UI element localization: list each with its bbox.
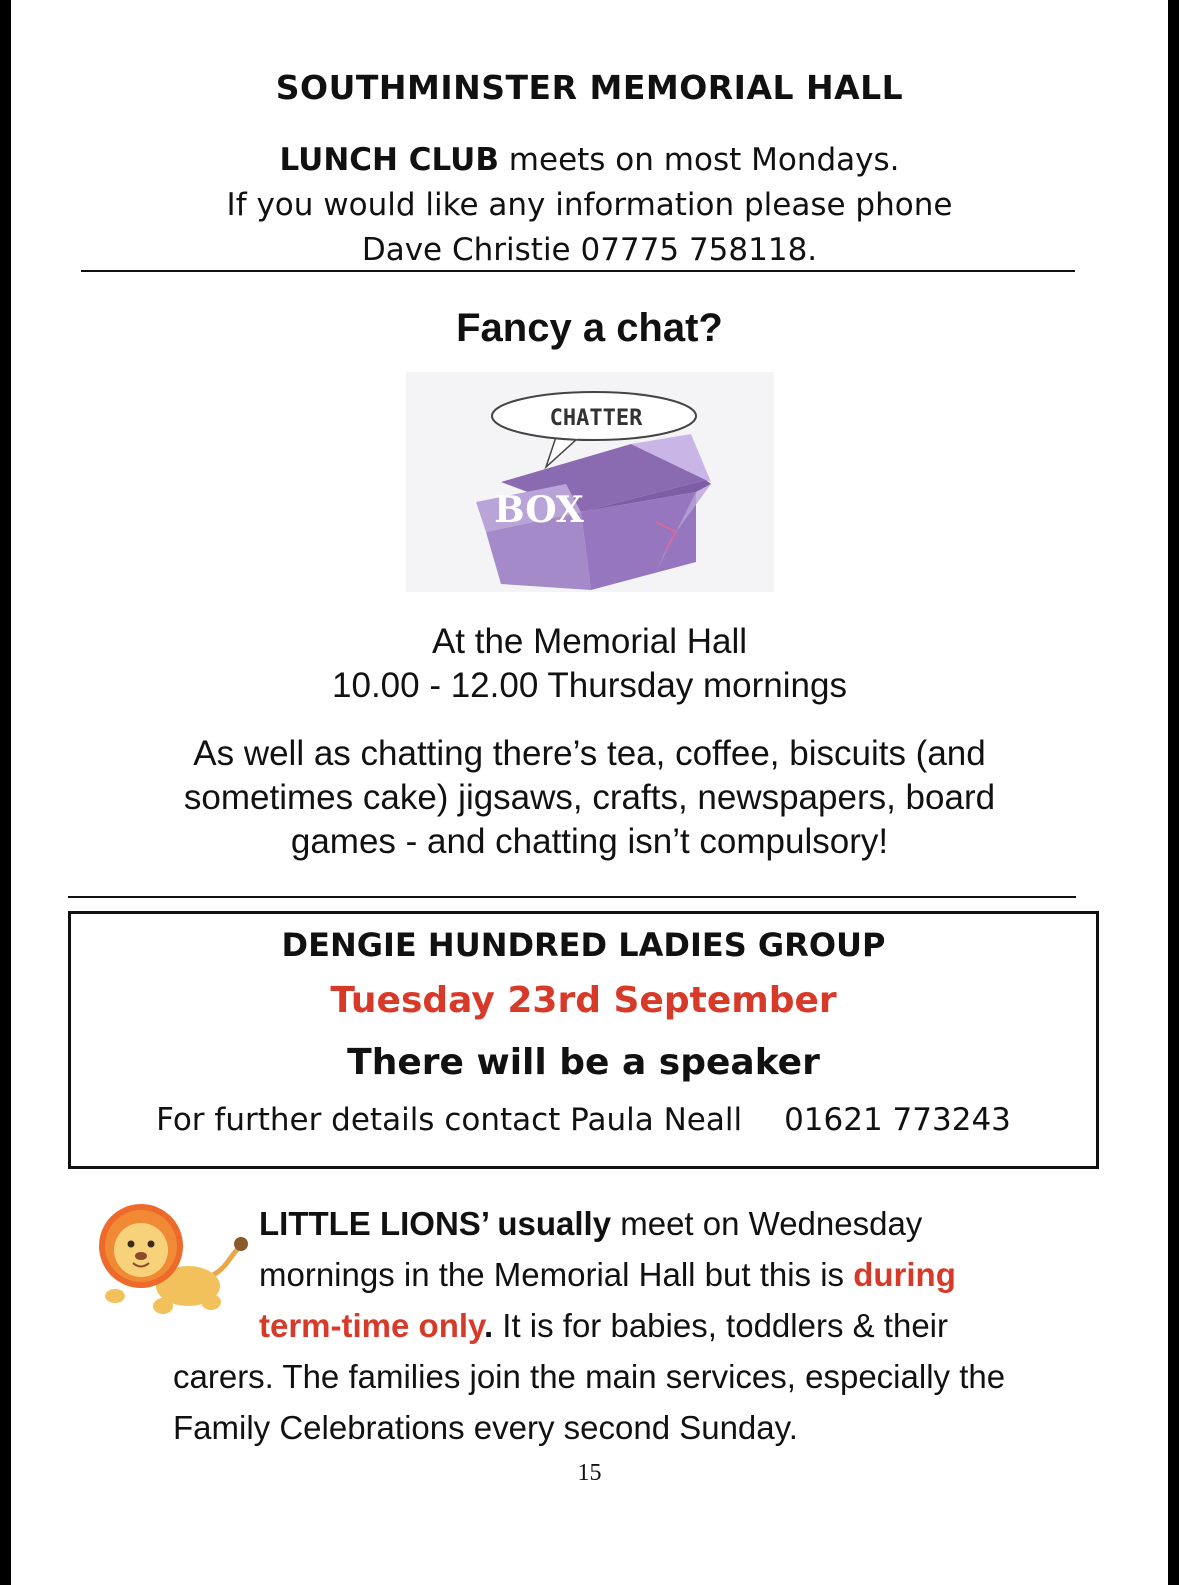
little-lions-text: Family Celebrations every second Sunday. [173, 1409, 798, 1446]
lunch-club-line1 [11, 138, 1168, 183]
ladies-group-box [68, 911, 1099, 1169]
ladies-group-contact [71, 1102, 1096, 1138]
contact-phone: 01621 773243 [784, 1102, 1011, 1138]
little-lions-usually: usually [488, 1205, 612, 1242]
lunch-club-meets: meets on most Mondays. [498, 142, 900, 178]
little-lions-para-bottom [173, 1351, 1133, 1453]
little-lions-line2 [259, 1249, 1119, 1300]
little-lions-during: during [853, 1256, 956, 1293]
lunch-club-notice [11, 138, 1168, 273]
page-number: 15 [577, 1460, 602, 1486]
chatter-desc-line: As well as chatting there’s tea, coffee, biscuits (and [193, 734, 986, 773]
lunch-club-line2: If you would like any information please phone [226, 187, 953, 223]
chatter-location: At the Memorial Hall [431, 622, 748, 661]
little-lions-line3 [259, 1300, 1119, 1351]
ladies-group-date: Tuesday 23rd September [330, 980, 837, 1021]
chatter-location-time [11, 620, 1168, 708]
lunch-club-contact: Dave Christie 07775 758118. [361, 232, 818, 268]
chatter-logo-text: CHATTER [549, 406, 643, 431]
memorial-hall-title: SOUTHMINSTER MEMORIAL HALL [275, 68, 904, 107]
fancy-a-chat-heading: Fancy a chat? [456, 306, 723, 350]
little-lions-name: LITTLE LIONS’ [259, 1205, 489, 1242]
little-lions-text: meet on Wednesday [611, 1205, 923, 1242]
chatter-desc-line: games - and chatting isn’t compulsory! [290, 822, 889, 861]
divider [68, 896, 1076, 898]
little-lions-text: mornings in the Memorial Hall but this is [259, 1256, 854, 1293]
little-lions-term-time: term-time only [259, 1307, 484, 1344]
chatter-description [131, 732, 1048, 864]
chatter-time: 10.00 - 12.00 Thursday mornings [332, 666, 847, 705]
ladies-group-speaker: There will be a speaker [347, 1042, 820, 1083]
little-lions-para-top [259, 1198, 1119, 1351]
divider [81, 270, 1075, 272]
contact-text: For further details contact Paula Neall [156, 1102, 743, 1138]
little-lions-text: It is for babies, toddlers & their [493, 1307, 948, 1344]
lion-illustration [93, 1198, 255, 1328]
little-lions-period: . [483, 1307, 494, 1344]
lunch-club-name: LUNCH CLUB [279, 142, 499, 178]
ladies-group-title: DENGIE HUNDRED LADIES GROUP [281, 926, 886, 964]
chatter-desc-line: sometimes cake) jigsaws, crafts, newspapers, board [183, 778, 996, 817]
newsletter-page [11, 0, 1168, 1585]
chatter-box-logo [406, 372, 774, 592]
little-lions-line1 [259, 1198, 1119, 1249]
box-logo-text: BOX [494, 489, 584, 531]
little-lions-text: carers. The families join the main services, especially the [173, 1358, 1006, 1395]
